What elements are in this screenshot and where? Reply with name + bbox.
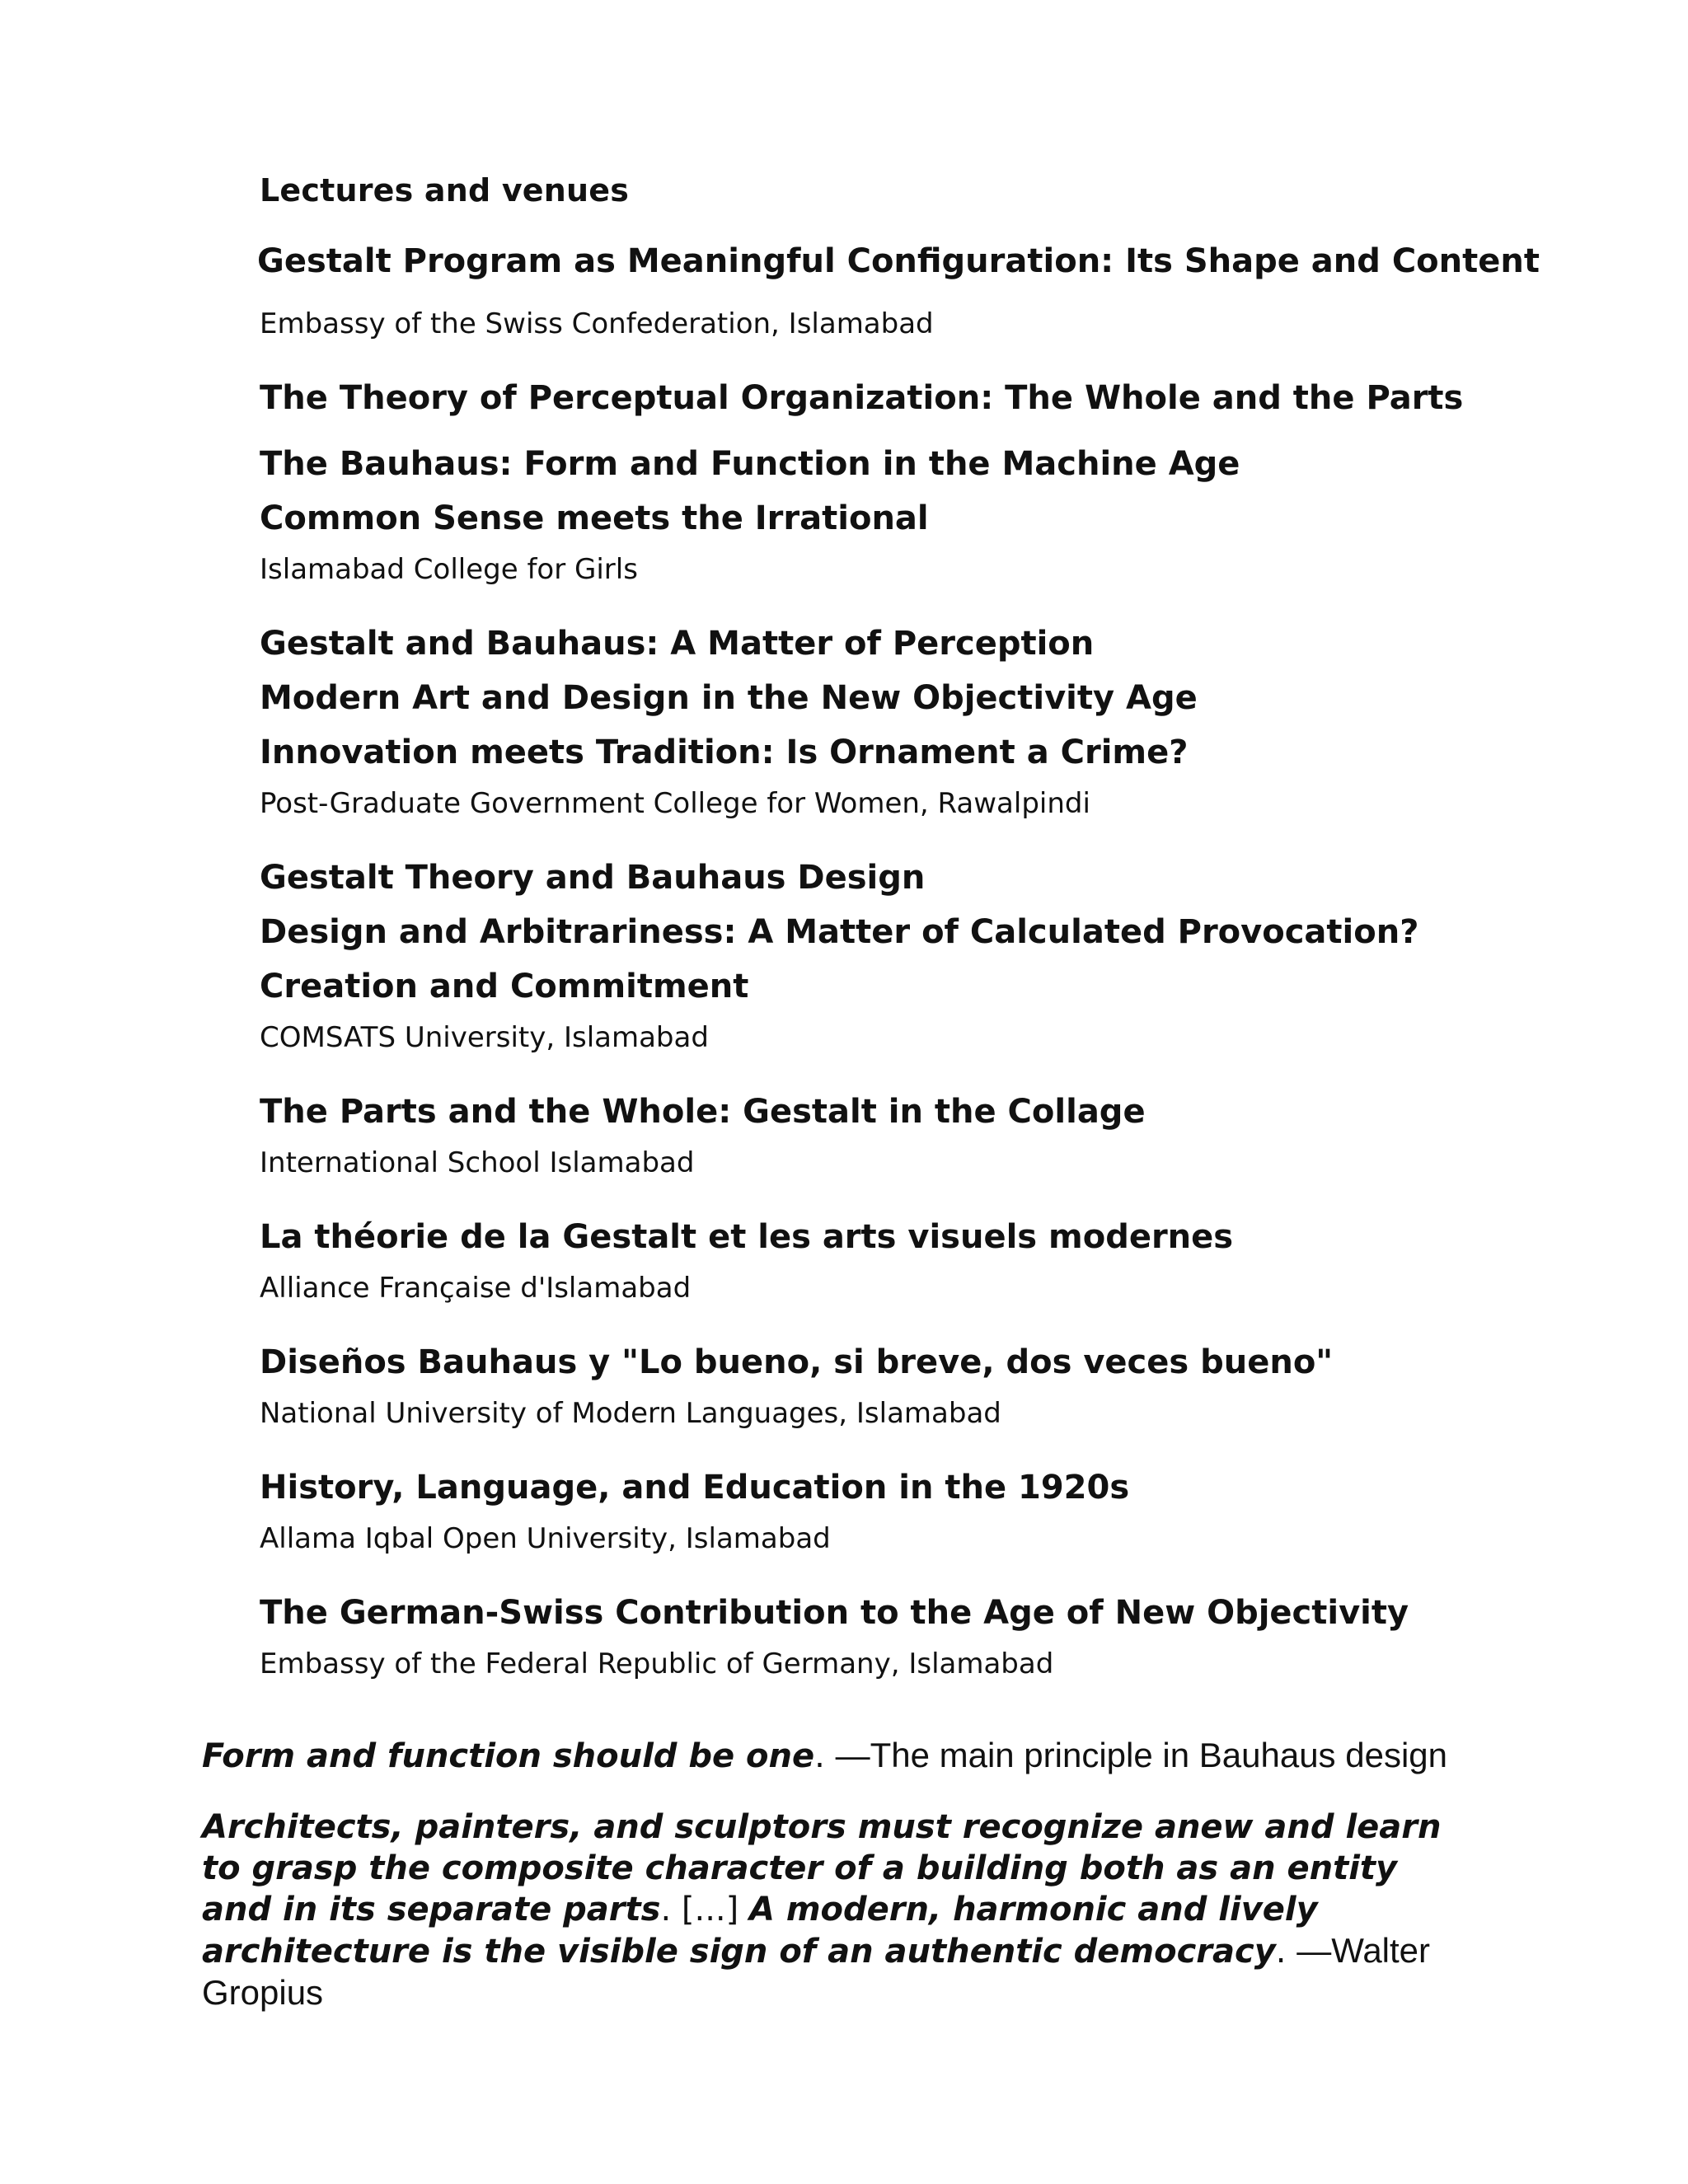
lecture-title: Creation and Commitment — [260, 968, 749, 1005]
lecture-group — [260, 1460, 1578, 1563]
lecture-venue: Embassy of the Federal Republic of Germany, Islamabad — [260, 1647, 1054, 1680]
lecture-venue: Allama Iqbal Open University, Islamabad — [260, 1522, 831, 1555]
lecture-title: The Bauhaus: Form and Function in the Machine Age — [260, 445, 1240, 483]
quote-text: Form and function should be one — [202, 1737, 815, 1775]
lecture-title: Common Sense meets the Irrational — [260, 499, 929, 537]
quote-text: Architects, painters, and sculptors must recognize anew and learn to grasp the composite character of a building both as an entity and in its separate parts — [202, 1808, 1442, 1929]
lecture-group — [257, 234, 1578, 348]
lecture-title: Gestalt Program as Meaningful Configuration: Its Shape and Content — [257, 242, 1540, 280]
lecture-group — [260, 1210, 1578, 1312]
lecture-title: The Parts and the Whole: Gestalt in the Collage — [260, 1093, 1146, 1131]
lecture-title: History, Language, and Education in the 1920s — [260, 1469, 1130, 1507]
lecture-venue: Alliance Française d'Islamabad — [260, 1272, 692, 1305]
lecture-group — [260, 616, 1578, 827]
lecture-title: Gestalt Theory and Bauhaus Design — [260, 859, 926, 897]
lecture-venue: Islamabad College for Girls — [260, 553, 638, 586]
quotes-block — [202, 1735, 1463, 2044]
lecture-title: Gestalt and Bauhaus: A Matter of Perception — [260, 625, 1095, 663]
lecture-group — [260, 1586, 1578, 1688]
lecture-venue: Post-Graduate Government College for Women, Rawalpindi — [260, 787, 1090, 820]
section-heading: Lectures and venues — [260, 172, 630, 209]
lecture-venue: National University of Modern Languages, Islamabad — [260, 1397, 1001, 1430]
lecture-title: The Theory of Perceptual Organization: The Whole and the Parts — [260, 379, 1464, 417]
lecture-group — [260, 1085, 1578, 1187]
quote-ellipsis: . [...] — [660, 1891, 749, 1929]
lecture-title: The German-Swiss Contribution to the Age of New Objectivity — [260, 1594, 1409, 1632]
lecture-title: Diseños Bauhaus y "Lo bueno, si breve, dos veces bueno" — [260, 1343, 1334, 1381]
quote-punctuation: . — [1275, 1933, 1297, 1971]
lecture-title: La théorie de la Gestalt et les arts visuels modernes — [260, 1218, 1234, 1256]
lecture-venue: COMSATS University, Islamabad — [260, 1021, 709, 1054]
lecture-title: Innovation meets Tradition: Is Ornament a Crime? — [260, 733, 1189, 771]
bauhaus-principle-quote — [202, 1735, 1463, 1777]
lecture-venue: International School Islamabad — [260, 1146, 695, 1179]
quote-attribution: —Walter Gropius — [202, 1931, 1431, 2012]
quote-attribution: —The main principle in Bauhaus design — [835, 1736, 1447, 1774]
lectures-list — [257, 162, 1578, 1711]
lecture-title: Modern Art and Design in the New Objectivity Age — [260, 679, 1198, 717]
quote-punctuation: . — [814, 1737, 836, 1775]
lecture-title: Design and Arbitrariness: A Matter of Calculated Provocation? — [260, 913, 1419, 951]
lecture-group — [260, 851, 1578, 1062]
lecture-group — [260, 1335, 1578, 1437]
lecture-venue: Embassy of the Swiss Confederation, Islamabad — [260, 307, 934, 340]
lecture-group — [260, 371, 1578, 593]
gropius-quote — [202, 1807, 1463, 2014]
quote-text-continued: A modern, harmonic and lively architecture is the visible sign of an authentic democracy — [202, 1891, 1318, 1971]
